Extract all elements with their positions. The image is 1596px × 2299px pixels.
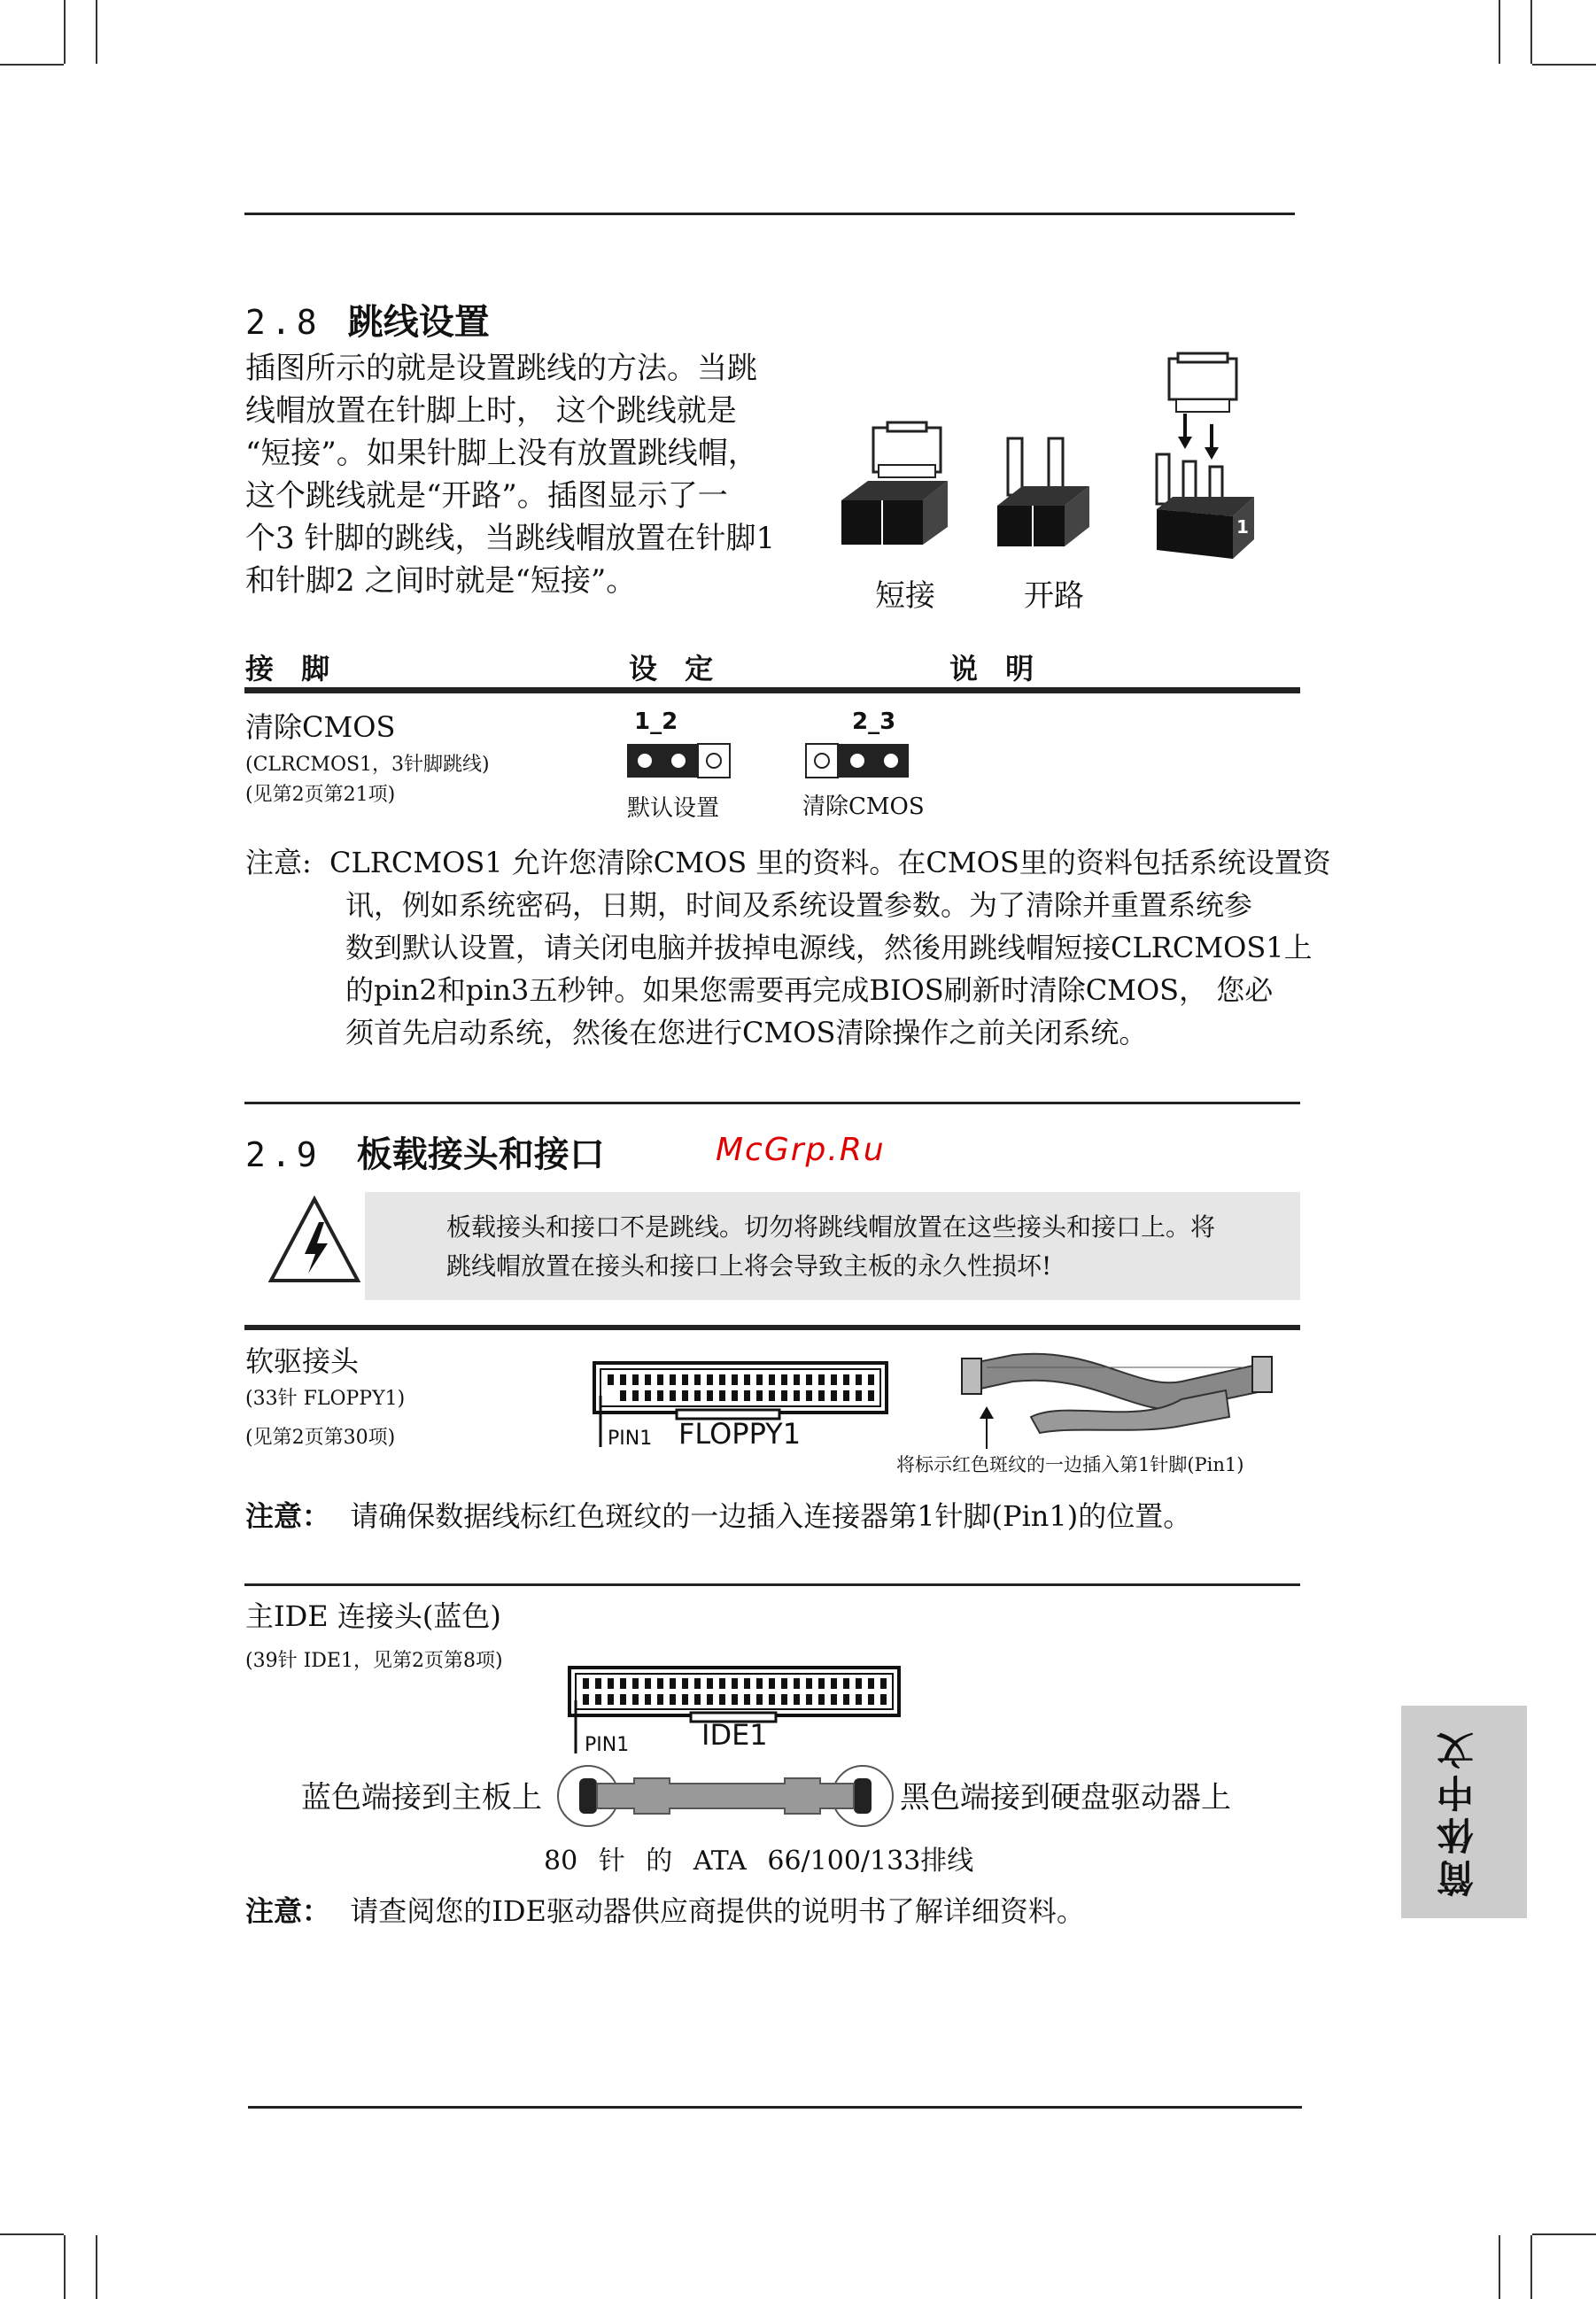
open-label: 开路	[1024, 578, 1084, 614]
clear-cmos-label: 清除CMOS	[245, 710, 396, 744]
section-title: 板载接头和接口	[356, 1134, 605, 1175]
jumper-2-3-diagram	[804, 740, 910, 781]
table-header-description: 说 明	[949, 652, 1043, 685]
jumper-1-2-diagram	[625, 740, 732, 781]
warning-line: 跳线帽放置在接头和接口上将会导致主板的永久性损坏!	[446, 1251, 1052, 1281]
short-jumper-figure	[841, 422, 948, 545]
crop-mark	[0, 2233, 64, 2235]
table-header-rule	[244, 687, 1300, 693]
ide-blue-end-caption: 蓝色端接到主板上	[301, 1780, 542, 1815]
note-label: 注意：	[245, 1894, 331, 1928]
clear-cmos-setting-label: 清除CMOS	[802, 793, 925, 820]
pin-number-label: 2	[1268, 516, 1282, 538]
note-label: 注意：	[245, 1499, 331, 1533]
intro-line: 和针脚2 之间时就是“短接”。	[245, 563, 637, 599]
short-label: 短接	[875, 578, 935, 614]
section-number: 2.8	[245, 303, 322, 342]
jumper-illustration	[833, 350, 1258, 571]
crop-mark	[1532, 64, 1596, 66]
intro-line: “短接”。如果针脚上没有放置跳线帽，	[245, 436, 758, 471]
clear-cmos-sub: (CLRCMOS1，3针脚跳线)	[245, 754, 490, 776]
default-setting-pins: 1_2	[634, 708, 678, 735]
language-tab-label: 简体中文	[1436, 1727, 1479, 1897]
note-line: 数到默认设置，请关闭电脑并拔掉电源线，然後用跳线帽短接CLRCMOS1上	[345, 931, 1313, 964]
table-header-setting: 设 定	[629, 652, 723, 685]
note-line: CLRCMOS1 允许您清除CMOS 里的资料。在CMOS里的资料包括系统设置资	[329, 846, 1331, 879]
crop-mark	[64, 2235, 66, 2299]
warning-text	[446, 1208, 1215, 1286]
intro-line: 个3 针脚的跳线，当跳线帽放置在针脚1	[245, 521, 776, 556]
floppy-title: 软驱接头	[245, 1344, 360, 1378]
intro-line: 插图所示的就是设置跳线的方法。当跳	[245, 351, 757, 386]
crop-mark	[1499, 2235, 1500, 2299]
section-rule	[244, 1102, 1300, 1104]
default-setting-label: 默认设置	[627, 795, 720, 822]
jumper-intro	[245, 347, 794, 602]
intro-line: 这个跳线就是“开路”。插图显示了一	[245, 478, 728, 514]
crop-mark	[96, 2235, 97, 2299]
section-2-8-heading	[245, 294, 490, 344]
crop-mark	[0, 64, 64, 66]
note-label: 注意:	[245, 846, 312, 879]
crop-mark	[1530, 2235, 1532, 2299]
crop-mark	[1532, 2233, 1596, 2235]
ide-sub: (39针 IDE1，见第2页第8项)	[245, 1650, 503, 1672]
note-text: 请确保数据线标红色斑纹的一边插入连接器第1针脚(Pin1)的位置。	[350, 1499, 1192, 1533]
crop-mark	[1530, 0, 1532, 64]
floppy-note	[245, 1495, 1191, 1537]
ide-black-end-caption: 黑色端接到硬盘驱动器上	[900, 1780, 1231, 1815]
warning-icon	[266, 1192, 363, 1289]
ide-title: 主IDE 连接头(蓝色)	[245, 1599, 501, 1633]
crop-mark	[96, 0, 97, 64]
floppy-cable-note: 将标示红色斑纹的一边插入第1针脚(Pin1)	[896, 1454, 1244, 1475]
floppy-cable-illustration	[960, 1346, 1275, 1435]
section-number: 2.9	[245, 1135, 322, 1174]
note-text: 请查阅您的IDE驱动器供应商提供的说明书了解详细资料。	[350, 1894, 1085, 1928]
subsection-rule	[244, 1325, 1300, 1330]
note-line: 的pin2和pin3五秒钟。如果您需要再完成BIOS刷新时清除CMOS， 您必	[345, 973, 1274, 1007]
ide-pin1-label: PIN1	[585, 1734, 630, 1756]
floppy-sub: (33针 FLOPPY1)	[245, 1388, 406, 1410]
floppy-ref: (见第2页第30项)	[245, 1427, 396, 1449]
section-2-9-heading	[245, 1126, 605, 1177]
crop-mark	[1499, 0, 1500, 64]
ide-note	[245, 1890, 1085, 1932]
watermark: McGrp.Ru	[716, 1132, 886, 1168]
arrow-up-icon	[976, 1406, 997, 1449]
crop-mark	[64, 0, 66, 64]
subsection-rule	[244, 1583, 1300, 1586]
floppy-connector-label: FLOPPY1	[678, 1417, 802, 1451]
section-title: 跳线设置	[347, 302, 490, 343]
ide-connector-label: IDE1	[701, 1718, 768, 1752]
note-line: 须首先启动系统，然後在您进行CMOS清除操作之前关闭系统。	[345, 1016, 1148, 1049]
pin-number-label: 1	[1236, 516, 1249, 538]
floppy-pin1-label: PIN1	[608, 1428, 653, 1450]
footer-rule	[248, 2106, 1302, 2109]
note-line: 讯，例如系统密码，日期，时间及系统设置参数。为了清除并重置系统参	[345, 888, 1253, 922]
pin-number-label: 3	[1301, 516, 1314, 538]
open-jumper-figure	[997, 438, 1089, 546]
clear-cmos-ref: (见第2页第21项)	[245, 784, 396, 806]
table-header-pin: 接 脚	[245, 652, 339, 685]
ide-cable-caption: 80 针 的 ATA 66/100/133排线	[544, 1846, 974, 1877]
header-rule	[244, 213, 1295, 215]
ide-cable-illustration	[554, 1762, 896, 1830]
intro-line: 线帽放置在针脚上时， 这个跳线就是	[245, 393, 737, 429]
clear-cmos-pins: 2_3	[852, 708, 896, 735]
warning-line: 板载接头和接口不是跳线。切勿将跳线帽放置在这些接头和接口上。将	[446, 1212, 1216, 1242]
three-pin-number-labels	[1236, 516, 1314, 538]
